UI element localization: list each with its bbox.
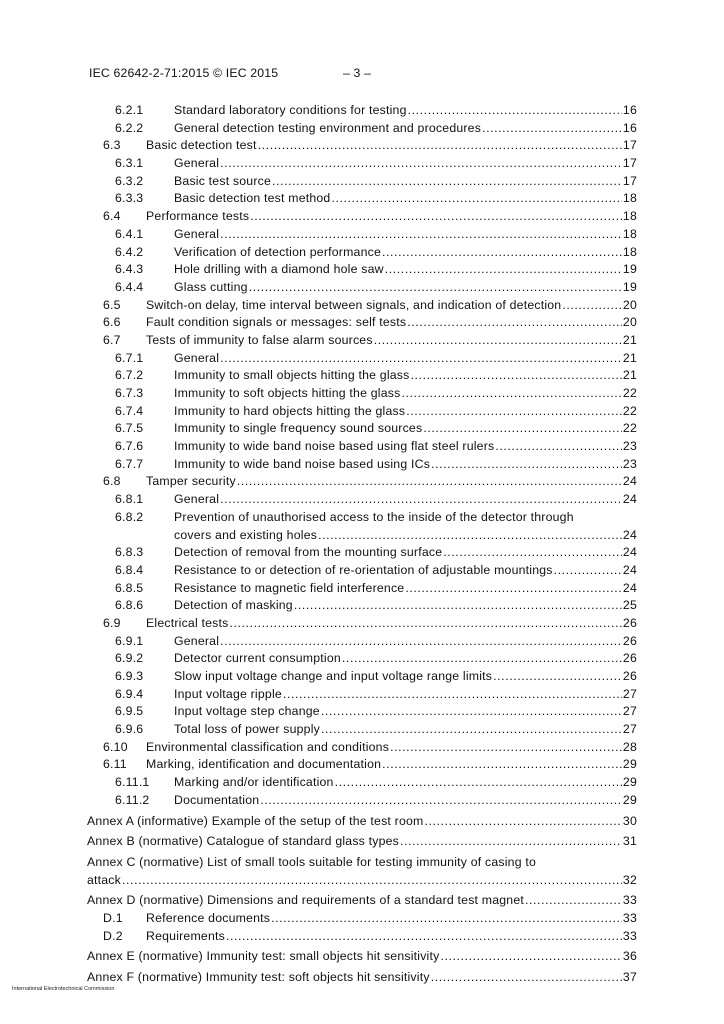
toc-entry-number: 6.8.5 xyxy=(115,580,144,595)
dot-leader xyxy=(493,668,622,686)
toc-entry[interactable] xyxy=(0,155,724,173)
dot-leader xyxy=(400,833,622,851)
dot-leader xyxy=(431,969,622,987)
toc-entry-title: General xyxy=(174,156,220,171)
toc-entry[interactable] xyxy=(0,615,724,633)
toc-entry-number: D.2 xyxy=(103,928,123,943)
toc-entry[interactable] xyxy=(0,350,724,368)
dot-leader xyxy=(525,892,622,910)
toc-entry[interactable] xyxy=(0,854,724,889)
toc-entry[interactable] xyxy=(0,456,724,474)
toc-entry-number: 6.11.1 xyxy=(115,775,150,790)
toc-entry[interactable] xyxy=(0,509,724,544)
toc-entry-title: General xyxy=(174,226,220,241)
toc-entry[interactable] xyxy=(0,173,724,191)
toc-entry-title-line xyxy=(174,244,637,262)
toc-entry-title: Basic detection test method xyxy=(174,191,331,206)
toc-entry-number: 6.6 xyxy=(103,315,121,330)
toc-entry-page: 19 xyxy=(622,262,637,277)
toc-entry[interactable] xyxy=(0,756,724,774)
toc-entry-title-line xyxy=(174,580,637,598)
toc-entry[interactable] xyxy=(0,102,724,120)
toc-entry-number: 6.8.2 xyxy=(115,509,144,524)
toc-entry-number: 6.9 xyxy=(103,615,121,630)
toc-entry-title-line xyxy=(174,261,637,279)
dot-leader xyxy=(321,703,622,721)
toc-entry-title-line xyxy=(174,438,637,456)
toc-entry[interactable] xyxy=(0,686,724,704)
dot-leader xyxy=(229,615,621,633)
toc-entry-page: 23 xyxy=(622,456,637,471)
dot-leader xyxy=(554,562,622,580)
toc-entry-title: Reference documents xyxy=(146,910,271,925)
toc-entry-title: General xyxy=(174,350,220,365)
toc-entry-page: 20 xyxy=(622,297,637,312)
toc-entry-number: 6.8.6 xyxy=(115,598,144,613)
dot-leader xyxy=(374,332,622,350)
toc-entry-page: 22 xyxy=(622,386,637,400)
dot-leader xyxy=(431,456,622,474)
toc-entry-number: 6.9.5 xyxy=(115,704,144,719)
toc-entry-number: 6.4 xyxy=(103,209,121,224)
toc-entry-number: 6.3 xyxy=(103,138,121,153)
toc-entry-page: 36 xyxy=(622,949,637,964)
toc-entry-number: 6.7.7 xyxy=(115,456,144,471)
toc-entry-title-line xyxy=(174,721,637,739)
dot-leader xyxy=(382,244,622,262)
toc-entry-title-line xyxy=(174,633,637,651)
dot-leader xyxy=(482,120,622,138)
toc-entry-title: covers and existing holes xyxy=(174,527,318,542)
toc-entry[interactable] xyxy=(0,491,724,509)
toc-entry[interactable] xyxy=(0,403,724,421)
toc-entry-number: 6.3.2 xyxy=(115,173,144,188)
dot-leader xyxy=(411,367,622,385)
toc-entry[interactable] xyxy=(0,928,724,946)
toc-entry-page: 31 xyxy=(622,834,637,849)
dot-leader xyxy=(272,173,622,191)
toc-entry-title-line xyxy=(146,756,637,774)
toc-entry-page: 37 xyxy=(622,970,637,985)
toc-entry-title-line xyxy=(146,332,637,350)
toc-entry-title-line xyxy=(174,120,637,138)
toc-entry-page: 24 xyxy=(622,580,637,595)
toc-entry-title-line xyxy=(87,813,637,831)
toc-entry-title-line xyxy=(174,350,637,368)
toc-entry-page: 16 xyxy=(622,103,637,117)
toc-entry[interactable] xyxy=(0,668,724,686)
toc-entry[interactable] xyxy=(0,544,724,562)
toc-entry-title-line xyxy=(174,385,637,403)
toc-entry-title-line xyxy=(174,173,637,191)
toc-entry-title-line xyxy=(146,739,637,757)
dot-leader xyxy=(122,872,622,890)
toc-entry-title-line xyxy=(146,615,637,633)
toc-entry-number: 6.3.1 xyxy=(115,156,144,171)
toc-entry-page: 30 xyxy=(622,813,637,828)
toc-entry-title-line xyxy=(174,650,637,668)
toc-entry-title: Documentation xyxy=(174,792,260,807)
toc-entry-number: 6.8.4 xyxy=(115,562,144,577)
toc-entry-page: 18 xyxy=(622,226,637,241)
toc-entry[interactable] xyxy=(0,244,724,262)
dot-leader xyxy=(405,580,622,598)
toc-entry-number: 6.4.3 xyxy=(115,262,144,277)
toc-entry-title: Annex B (normative) Catalogue of standard glass types xyxy=(87,834,400,849)
toc-entry-page: 22 xyxy=(622,403,637,418)
toc-entry-number: 6.7.1 xyxy=(115,350,144,365)
toc-entry-number: 6.9.3 xyxy=(115,669,144,684)
toc-entry-page: 24 xyxy=(622,527,637,542)
toc-entry-title: Immunity to soft objects hitting the glass xyxy=(174,386,401,400)
toc-entry-title: Detection of removal from the mounting surface xyxy=(174,545,443,560)
toc-entry-title: General xyxy=(174,633,220,648)
dot-leader xyxy=(562,297,622,315)
toc-entry-title: Switch-on delay, time interval between signals, and indication of detection xyxy=(146,297,562,312)
toc-entry-title-line xyxy=(174,491,637,509)
dot-leader xyxy=(390,739,622,757)
toc-entry-title: Annex E (normative) Immunity test: small objects hit sensitivity xyxy=(87,949,440,964)
toc-entry-page: 21 xyxy=(622,368,637,383)
toc-entry-number: 6.5 xyxy=(103,297,121,312)
dot-leader xyxy=(220,633,622,651)
toc-entry-title: attack xyxy=(87,872,122,887)
toc-entry-title: Detection of masking xyxy=(174,598,293,613)
standard-identifier: IEC 62642-2-71:2015 © IEC 2015 xyxy=(89,66,279,80)
toc-entry-page: 33 xyxy=(622,910,637,925)
toc-entry[interactable] xyxy=(0,910,724,928)
dot-leader xyxy=(271,910,622,928)
toc-entry-title: Marking and/or identification xyxy=(174,775,334,790)
dot-leader xyxy=(237,473,622,491)
toc-entry-title-line xyxy=(174,668,637,686)
toc-entry-page: 17 xyxy=(622,173,637,188)
toc-entry-page: 26 xyxy=(622,633,637,648)
toc-entry-title: Immunity to small objects hitting the glass xyxy=(174,368,410,383)
toc-entry-number: 6.9.1 xyxy=(115,633,144,648)
toc-entry-title: Environmental classification and conditions xyxy=(146,739,390,754)
toc-entry-title: Fault condition signals or messages: self tests xyxy=(146,315,407,330)
dot-leader xyxy=(220,155,622,173)
dot-leader xyxy=(283,686,622,704)
toc-entry-title: Detector current consumption xyxy=(174,651,341,666)
toc-entry-title-line xyxy=(174,686,637,704)
toc-entry-title-line xyxy=(174,456,637,474)
toc-entry-title-line xyxy=(146,297,637,315)
dot-leader xyxy=(342,650,622,668)
toc-entry-title-line xyxy=(174,190,637,208)
toc-entry-title: Glass cutting xyxy=(174,279,248,294)
toc-entry-number: 6.8.3 xyxy=(115,545,144,560)
dot-leader xyxy=(226,928,622,946)
toc-entry-title-line xyxy=(146,208,637,226)
dot-leader xyxy=(220,491,622,509)
toc-entry-page: 18 xyxy=(622,209,637,224)
toc-entry-number: 6.8.1 xyxy=(115,492,144,507)
toc-entry-page: 23 xyxy=(622,439,637,454)
toc-entry-title: Immunity to single frequency sound sources xyxy=(174,421,423,436)
dot-leader xyxy=(385,261,622,279)
toc-entry[interactable] xyxy=(0,332,724,350)
dot-leader xyxy=(260,792,622,810)
table-of-contents xyxy=(0,102,724,987)
toc-entry-title: Input voltage step change xyxy=(174,704,320,719)
toc-entry-page: 24 xyxy=(622,562,637,577)
toc-entry-title-line xyxy=(87,969,637,987)
toc-entry[interactable] xyxy=(0,739,724,757)
dot-leader xyxy=(294,597,622,615)
toc-entry[interactable] xyxy=(0,892,724,910)
toc-entry-title: Resistance to magnetic field interference xyxy=(174,580,405,595)
toc-entry-page: 25 xyxy=(622,598,637,613)
toc-entry-title-line xyxy=(174,792,637,810)
toc-entry-number: 6.4.1 xyxy=(115,226,144,241)
toc-entry[interactable] xyxy=(0,792,724,810)
dot-leader xyxy=(401,385,621,403)
toc-entry-page: 29 xyxy=(622,757,637,772)
toc-entry-title: Immunity to wide band noise based using flat steel rulers xyxy=(174,439,495,454)
toc-entry[interactable] xyxy=(0,562,724,580)
toc-entry-number: 6.2.2 xyxy=(115,120,144,135)
toc-entry-title: Electrical tests xyxy=(146,615,229,630)
toc-entry[interactable] xyxy=(0,420,724,438)
toc-entry-number: 6.2.1 xyxy=(115,103,144,117)
toc-entry-number: 6.7 xyxy=(103,332,121,347)
toc-entry[interactable] xyxy=(0,385,724,403)
toc-entry-title: Basic detection test xyxy=(146,138,257,153)
toc-entry-page: 29 xyxy=(622,775,637,790)
toc-entry-title-line xyxy=(174,226,637,244)
dot-leader xyxy=(424,813,621,831)
toc-entry[interactable] xyxy=(0,367,724,385)
toc-entry-title-line xyxy=(87,833,637,851)
dot-leader xyxy=(495,438,622,456)
toc-entry-title-line xyxy=(174,367,637,385)
toc-entry[interactable] xyxy=(0,261,724,279)
toc-entry[interactable] xyxy=(0,580,724,598)
toc-entry[interactable] xyxy=(0,314,724,332)
toc-entry[interactable] xyxy=(0,208,724,226)
dot-leader xyxy=(321,721,622,739)
toc-entry-page: 21 xyxy=(622,332,637,347)
dot-leader xyxy=(258,137,622,155)
dot-leader xyxy=(249,279,622,297)
toc-entry[interactable] xyxy=(0,969,724,987)
toc-entry[interactable] xyxy=(0,721,724,739)
toc-entry-title: Resistance to or detection of re-orientation of adjustable mountings xyxy=(174,562,553,577)
dot-leader xyxy=(318,527,622,545)
toc-entry[interactable] xyxy=(0,813,724,831)
toc-entry-number: 6.7.3 xyxy=(115,386,144,400)
toc-entry[interactable] xyxy=(0,137,724,155)
toc-entry-number: 6.4.2 xyxy=(115,244,144,259)
toc-entry-title-line xyxy=(174,155,637,173)
toc-entry-title: Immunity to hard objects hitting the glass xyxy=(174,403,406,418)
dot-leader xyxy=(331,190,621,208)
toc-entry[interactable] xyxy=(0,226,724,244)
dot-leader xyxy=(407,314,622,332)
toc-entry-title-line xyxy=(146,928,637,946)
toc-entry-title: Total loss of power supply xyxy=(174,722,321,737)
toc-entry-title: Slow input voltage change and input voltage range limits xyxy=(174,669,493,684)
toc-entry-title: Immunity to wide band noise based using ICs xyxy=(174,456,431,471)
toc-entry-page: 18 xyxy=(622,191,637,206)
toc-entry-title-line xyxy=(174,403,637,421)
toc-entry-title: Annex F (normative) Immunity test: soft objects hit sensitivity xyxy=(87,970,430,985)
toc-entry-number: D.1 xyxy=(103,910,123,925)
toc-entry-page: 20 xyxy=(622,315,637,330)
toc-entry-title-line xyxy=(174,562,637,580)
toc-entry-page: 33 xyxy=(622,893,637,908)
toc-entry-page: 22 xyxy=(622,421,637,436)
toc-entry-title: Hole drilling with a diamond hole saw xyxy=(174,262,384,277)
dot-leader xyxy=(250,208,622,226)
toc-entry-page: 33 xyxy=(622,928,637,943)
toc-entry-title-line xyxy=(174,102,637,120)
toc-entry-page: 19 xyxy=(622,279,637,294)
toc-entry[interactable] xyxy=(0,279,724,297)
toc-entry-title-line xyxy=(174,774,637,792)
toc-entry-title-line xyxy=(174,527,637,545)
toc-entry-number: 6.7.5 xyxy=(115,421,144,436)
toc-entry-number: 6.11 xyxy=(103,757,127,772)
dot-leader xyxy=(220,226,622,244)
toc-entry-number: 6.10 xyxy=(103,739,128,754)
toc-entry-title: Input voltage ripple xyxy=(174,686,282,701)
toc-entry-page: 26 xyxy=(622,615,637,630)
toc-entry-page: 24 xyxy=(622,545,637,560)
toc-entry-number: 6.3.3 xyxy=(115,191,144,206)
toc-entry-page: 17 xyxy=(622,156,637,171)
toc-entry-number: 6.11.2 xyxy=(115,792,150,807)
toc-entry-title: Annex D (normative) Dimensions and requirements of a standard test magnet xyxy=(87,893,524,908)
toc-entry-title: Tests of immunity to false alarm sources xyxy=(146,332,373,347)
toc-entry[interactable] xyxy=(0,833,724,851)
toc-entry[interactable] xyxy=(0,650,724,668)
toc-entry-title: Verification of detection performance xyxy=(174,244,381,259)
toc-entry[interactable] xyxy=(0,473,724,491)
toc-entry[interactable] xyxy=(0,190,724,208)
toc-entry-title: Tamper security xyxy=(146,474,236,489)
toc-entry-number: 6.9.2 xyxy=(115,651,144,666)
toc-entry-page: 26 xyxy=(622,669,637,684)
dot-leader xyxy=(408,102,622,120)
dot-leader xyxy=(382,756,622,774)
toc-entry[interactable] xyxy=(0,120,724,138)
toc-entry-title-line xyxy=(146,314,637,332)
toc-entry-page: 24 xyxy=(622,474,637,489)
toc-entry-page: 27 xyxy=(622,686,637,701)
toc-entry[interactable] xyxy=(0,703,724,721)
toc-entry-page: 27 xyxy=(622,704,637,719)
toc-entry-title: Standard laboratory conditions for testing xyxy=(174,103,407,117)
toc-entry-title: Basic test source xyxy=(174,173,272,188)
toc-entry-title-line1: Annex C (normative) List of small tools suitable for testing immunity of casing to xyxy=(87,854,537,869)
dot-leader xyxy=(335,774,622,792)
toc-entry-title-line xyxy=(146,910,637,928)
toc-entry-title-line xyxy=(174,703,637,721)
toc-entry-page: 29 xyxy=(622,792,637,807)
toc-entry-title-line xyxy=(174,279,637,297)
toc-entry-title-line xyxy=(87,948,637,966)
toc-entry-number: 6.7.2 xyxy=(115,368,144,383)
toc-entry-page: 21 xyxy=(622,350,637,365)
toc-entry-title-line xyxy=(146,137,637,155)
dot-leader xyxy=(220,350,622,368)
dot-leader xyxy=(406,403,622,421)
toc-entry-title: Requirements xyxy=(146,928,225,943)
page-number: – 3 – xyxy=(343,66,372,80)
page-header xyxy=(89,66,372,80)
toc-entry-title: Marking, identification and documentation xyxy=(146,757,382,772)
toc-entry-number: 6.9.4 xyxy=(115,686,144,701)
toc-entry-page: 28 xyxy=(622,739,637,754)
footer-publisher: International Electrotechnical Commission xyxy=(12,986,115,992)
toc-entry-page: 16 xyxy=(622,120,637,135)
toc-entry-page: 24 xyxy=(622,492,637,507)
toc-entry-title-line xyxy=(174,420,637,438)
toc-entry-title-line1: Prevention of unauthorised access to the inside of the detector through xyxy=(174,509,574,524)
toc-entry-number: 6.9.6 xyxy=(115,722,144,737)
toc-entry-title-line xyxy=(174,544,637,562)
toc-entry-title-line xyxy=(87,872,637,890)
dot-leader xyxy=(443,544,622,562)
toc-entry-page: 32 xyxy=(622,872,637,887)
toc-entry[interactable] xyxy=(0,438,724,456)
toc-entry-page: 27 xyxy=(622,722,637,737)
toc-entry-title: Performance tests xyxy=(146,209,250,224)
toc-entry-number: 6.4.4 xyxy=(115,279,144,294)
toc-entry-title-line xyxy=(87,892,637,910)
dot-leader xyxy=(423,420,622,438)
toc-entry-title: Annex A (informative) Example of the setup of the test room xyxy=(87,813,424,828)
toc-entry-number: 6.7.4 xyxy=(115,403,144,418)
toc-entry-title: General detection testing environment and procedures xyxy=(174,120,482,135)
toc-entry-title-line xyxy=(146,473,637,491)
toc-entry[interactable] xyxy=(0,633,724,651)
toc-entry-page: 26 xyxy=(622,651,637,666)
toc-entry-page: 17 xyxy=(622,138,637,153)
dot-leader xyxy=(440,948,621,966)
toc-entry[interactable] xyxy=(0,948,724,966)
toc-entry[interactable] xyxy=(0,597,724,615)
toc-entry-number: 6.7.6 xyxy=(115,439,144,454)
toc-entry-title-line xyxy=(174,597,637,615)
toc-entry-number: 6.8 xyxy=(103,474,121,489)
toc-entry[interactable] xyxy=(0,774,724,792)
toc-entry-title: General xyxy=(174,492,220,507)
toc-entry-page: 18 xyxy=(622,244,637,259)
toc-entry[interactable] xyxy=(0,297,724,315)
